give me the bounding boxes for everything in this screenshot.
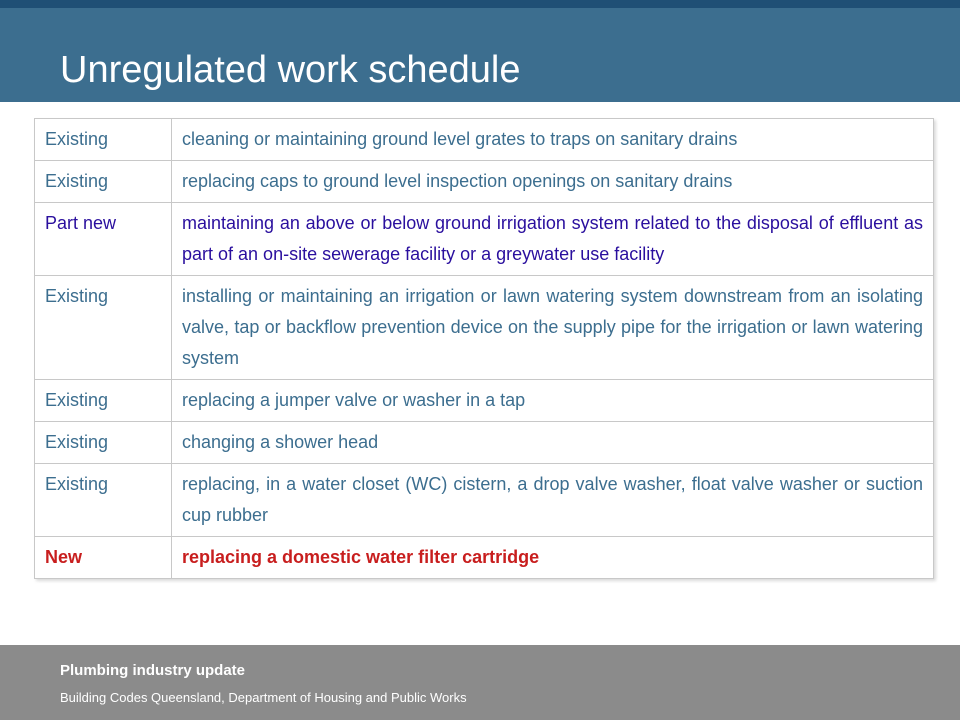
status-cell: Existing bbox=[35, 380, 172, 422]
description-cell: replacing caps to ground level inspection openings on sanitary drains bbox=[172, 161, 934, 203]
table-row bbox=[35, 119, 934, 161]
schedule-table bbox=[34, 118, 934, 579]
table-row bbox=[35, 464, 934, 537]
table-row bbox=[35, 537, 934, 579]
footer-title: Plumbing industry update bbox=[60, 662, 246, 679]
description-cell: replacing a domestic water filter cartridge bbox=[172, 537, 934, 579]
status-cell: Existing bbox=[35, 422, 172, 464]
status-cell: New bbox=[35, 537, 172, 579]
status-cell: Existing bbox=[35, 161, 172, 203]
description-cell: changing a shower head bbox=[172, 422, 934, 464]
header-bar bbox=[0, 0, 960, 102]
footer-bar bbox=[0, 645, 960, 720]
table-row bbox=[35, 380, 934, 422]
table-row bbox=[35, 422, 934, 464]
table-row bbox=[35, 203, 934, 276]
description-cell: replacing a jumper valve or washer in a tap bbox=[172, 380, 934, 422]
description-cell: cleaning or maintaining ground level grates to traps on sanitary drains bbox=[172, 119, 934, 161]
status-cell: Part new bbox=[35, 203, 172, 276]
status-cell: Existing bbox=[35, 464, 172, 537]
schedule-table-container bbox=[34, 118, 934, 579]
description-cell: maintaining an above or below ground irrigation system related to the disposal of effluent as part of an on-site sewerage facility or a greywater use facility bbox=[172, 203, 934, 276]
description-cell: replacing, in a water closet (WC) cistern, a drop valve washer, float valve washer or suction cup rubber bbox=[172, 464, 934, 537]
page-title: Unregulated work schedule bbox=[60, 49, 521, 91]
footer-subtitle: Building Codes Queensland, Department of Housing and Public Works bbox=[60, 690, 467, 705]
table-row bbox=[35, 276, 934, 380]
description-cell: installing or maintaining an irrigation or lawn watering system downstream from an isolating valve, tap or backflow prevention device on the supply pipe for the irrigation or lawn watering system bbox=[172, 276, 934, 380]
status-cell: Existing bbox=[35, 276, 172, 380]
status-cell: Existing bbox=[35, 119, 172, 161]
table-row bbox=[35, 161, 934, 203]
